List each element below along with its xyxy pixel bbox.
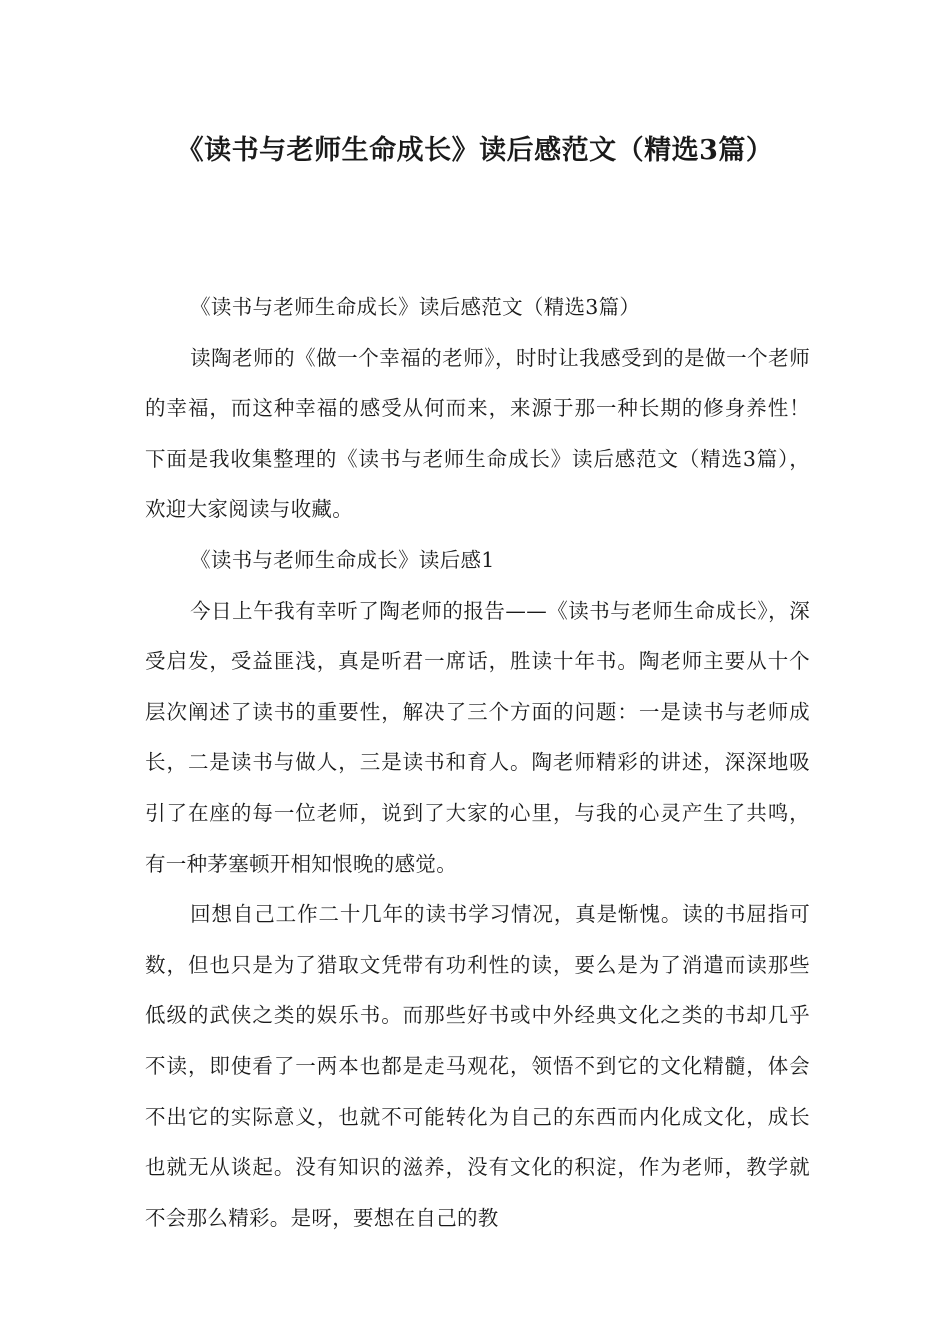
- document-title: 《读书与老师生命成长》读后感范文（精选3篇）: [176, 135, 774, 166]
- paragraph-intro: 读陶老师的《做一个幸福的老师》，时时让我感受到的是做一个老师的幸福，而这种幸福的感受从何而来，来源于那一种长期的修身养性！下面是我收集整理的《读书与老师生命成长》读后感范文（精选3篇），欢迎大家阅读与收藏。: [145, 345, 810, 522]
- paragraph-body-1: 今日上午我有幸听了陶老师的报告——《读书与老师生命成长》，深受启发，受益匪浅，真是听君一席话，胜读十年书。陶老师主要从十个层次阐述了读书的重要性，解决了三个方面的问题：一是读书与老师成长，二是读书与做人，三是读书和育人。陶老师精彩的讲述，深深地吸引了在座的每一位老师，说到了大家的心里，与我的心灵产生了共鸣，有一种茅塞顿开相知恨晚的感觉。: [145, 598, 810, 876]
- document-body: [145, 282, 810, 1243]
- section-heading-1: 《读书与老师生命成长》读后感1: [190, 547, 495, 572]
- paragraph-body-2: 回想自己工作二十几年的读书学习情况，真是惭愧。读的书屈指可数，但也只是为了猎取文凭带有功利性的读，要么是为了消遣而读那些低级的武侠之类的娱乐书。而那些好书或中外经典文化之类的书却几乎不读，即使看了一两本也都是走马观花，领悟不到它的文化精髓，体会不出它的实际意义，也就不可能转化为自己的东西而内化成文化，成长也就无从谈起。没有知识的滋养，没有文化的积淀，作为老师，教学就不会那么精彩。是呀，要想在自己的教: [145, 902, 810, 1230]
- paragraph-subtitle: 《读书与老师生命成长》读后感范文（精选3篇）: [190, 295, 641, 319]
